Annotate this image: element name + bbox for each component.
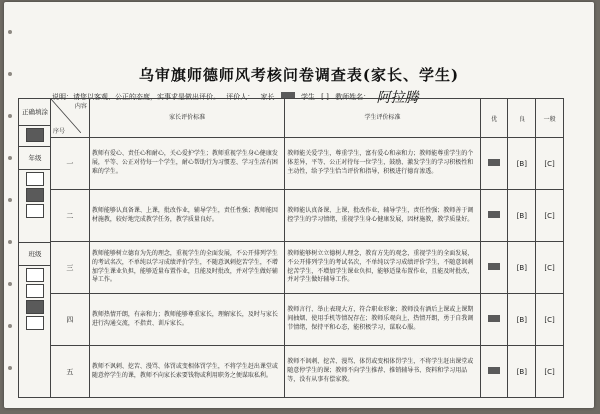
student-label: 学生 [300,93,315,101]
row-mark-fair[interactable]: [C] [536,294,564,346]
filled-bubble [488,159,500,166]
row-parent-criteria: 教师能够认真备课、上课，批改作业，辅导学生，责任性强；教师能因材施教，较好地完成教学任务，教学质量良好。 [89,190,284,242]
filled-bubble [488,263,500,270]
correct-fill-example [19,128,51,147]
class-box-filled [26,300,44,314]
class-boxes [19,268,51,368]
row-mark-excellent[interactable] [480,346,508,398]
row-mark-good[interactable]: [B] [508,138,536,190]
instructions-note: 说明：请您以客观、公正的态度，实事求是做出评价。 [52,93,220,101]
row-student-criteria: 教师能关爱学生，尊重学生，富有爱心和亲和力；教师能尊重学生的个体差异，平等、公正对待每一位学生，鼓励、激发学生的学习积极性和主动性，给予学生恰当评价和指导，积极进行德育渗透。 [285,138,480,190]
row-mark-fair[interactable]: [C] [536,138,564,190]
row-mark-excellent[interactable] [480,242,508,294]
table-header [51,99,564,138]
class-box [26,284,44,298]
row-mark-good[interactable]: [B] [508,346,536,398]
class-box [26,316,44,330]
row-mark-good[interactable]: [B] [508,294,536,346]
class-box [26,268,44,282]
row-parent-criteria: 教师热情开朗，有亲和力；教师能够尊重家长，理解家长，及时与家长进行沟通交流，不指责、训斥家长。 [89,294,284,346]
punch-holes [4,2,18,408]
row-seq: 二 [51,190,90,242]
row-student-criteria: 教师不讽刺、挖苦、漫骂、体罚或变相体罚学生，不将学生赶出课堂或随意停学生的课；教师不向学生推荐、推销辅导书、资料和学习用品等，没有从事有偿家教。 [285,346,480,398]
correct-fill-label: 正确填涂 [19,99,51,126]
row-mark-good[interactable]: [B] [508,190,536,242]
header-good: 良 [508,99,536,138]
header-student: 学生评价标准 [285,99,480,138]
row-parent-criteria: 教师能够树立德育为先的理念，重视学生的全面发展，不公开排列学生的考试名次，不单纯以学习成绩评价学生，不随意讽刺挖苦学生，不增加学生课业负担，能够适量布置作业，且能及时批改，并对学生做好辅导工作。 [89,242,284,294]
row-mark-excellent[interactable] [480,138,508,190]
header-parent: 家长评价标准 [89,99,284,138]
teacher-label: 教师姓名： [335,93,371,101]
evaluator-label: 评价人： [226,93,255,101]
grade-box [26,204,44,218]
class-label: 班级 [19,243,51,266]
parent-label: 家长 [260,93,275,101]
student-box: [ ] [321,93,329,101]
survey-sheet [4,2,594,408]
row-mark-fair[interactable]: [C] [536,190,564,242]
header-content: 内容 [74,103,87,110]
table-row [51,138,564,190]
row-seq: 五 [51,346,90,398]
header-diagonal-cell [51,99,90,138]
header-seq: 序号 [53,128,66,135]
row-student-criteria: 教师能够树立立德树人理念，教育方先的观念，重视学生的全面发展，不公开排列学生的考试名次，不单纯以学习成绩评价学生，不随意讽刺挖苦学生，不增加学生课业负担，能够适量布置作业，且能及时批改，并对学生做好辅导工作。 [285,242,480,294]
row-student-criteria: 教师能认真备课、上课，批改作业，辅导学生，责任性强；教师善于调控学生的学习情绪，重视学生身心健康发展，因材施教，教学质量好。 [285,190,480,242]
row-mark-excellent[interactable] [480,294,508,346]
teacher-name-signature: 阿拉腾 [376,90,419,106]
row-mark-excellent[interactable] [480,190,508,242]
header-excellent: 优 [480,99,508,138]
filled-bubble [488,315,500,322]
row-parent-criteria: 教师有爱心、责任心和耐心，关心爱护学生；教师重视学生身心健康发展，平等、公正对待每一个学生，耐心帮助行为习惯差、学习生活有困难的学生。 [89,138,284,190]
row-student-criteria: 教师言行、举止表现大方，符合职业形象；教师没有酒后上课或上课期间抽烟、使用手机等情况存在；教师乐观向上，热情开朗，勇于自我调节情绪，保持平和心态，能积极学习，谋取心服。 [285,294,480,346]
row-seq: 一 [51,138,90,190]
row-parent-criteria: 教师不讽刺、挖苦、漫骂、体罚或变相体罚学生，不将学生赶出课堂或随意停学生的课，教师不向家长索要钱物或利用职务之便谋取私利。 [89,346,284,398]
left-info-panel [18,98,51,398]
table-row [51,190,564,242]
row-mark-fair[interactable]: [C] [536,242,564,294]
row-mark-fair[interactable]: [C] [536,346,564,398]
grade-boxes [19,172,51,243]
filled-bubble [488,367,500,374]
grade-box [26,172,44,186]
grade-label: 年级 [19,147,51,170]
row-seq: 三 [51,242,90,294]
row-mark-good[interactable]: [B] [508,242,536,294]
page-title: 乌审旗师德师风考核问卷调查表(家长、学生) [138,66,460,84]
table-row [51,346,564,398]
filled-box [26,128,44,142]
evaluation-table [50,98,564,398]
row-seq: 四 [51,294,90,346]
header-fair: 一般 [536,99,564,138]
filled-bubble [488,211,500,218]
grade-box-filled [26,188,44,202]
table-row [51,242,564,294]
table-row [51,294,564,346]
